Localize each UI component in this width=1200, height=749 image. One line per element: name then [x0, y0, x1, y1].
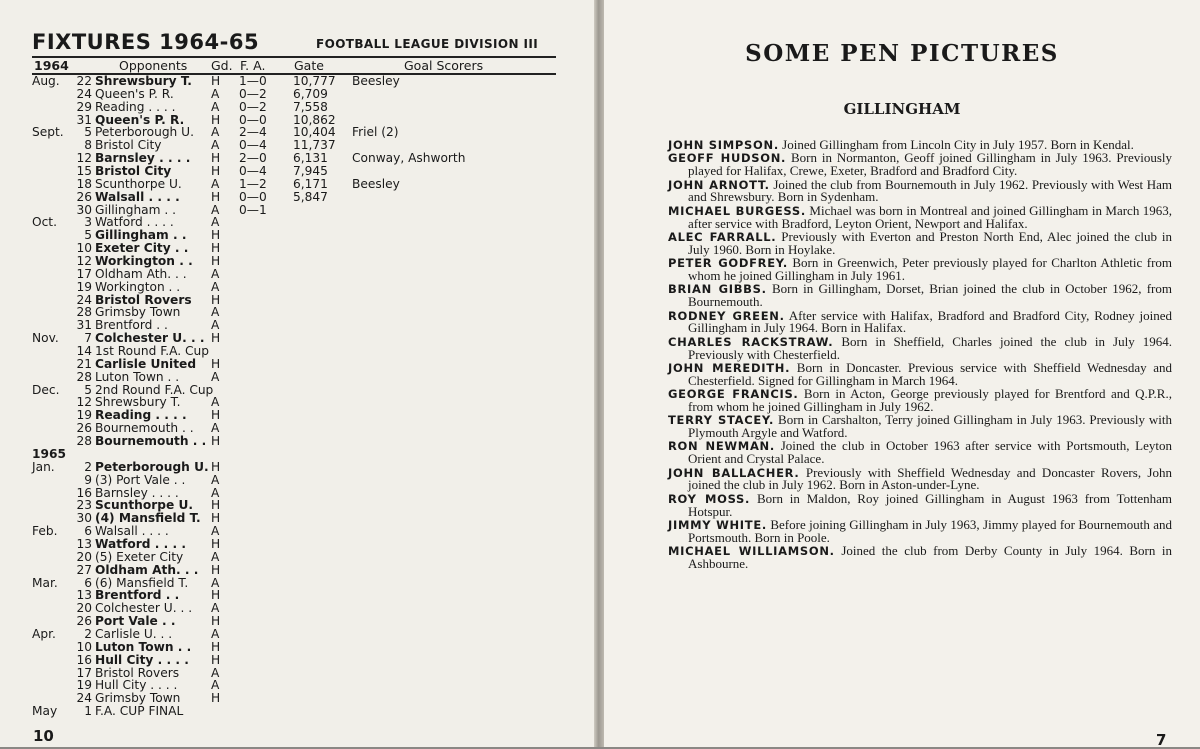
fixture-row [0, 268, 594, 281]
fixture-ground: H [211, 562, 221, 577]
fixture-day: 18 [76, 176, 92, 191]
fixture-opponent: Oldham Ath. . . [95, 266, 187, 281]
fixture-day: 9 [84, 472, 92, 487]
player-bio-text: Born in Doncaster. Previous service with Sheffield Wednesday and Chesterfield. Signed for Gillingham in March 1964. [688, 359, 1173, 388]
fixture-day: 30 [76, 202, 92, 217]
fixture-month: Aug. [32, 74, 60, 88]
fixture-row [0, 165, 594, 178]
fixture-row [0, 628, 594, 641]
player-name: ROY MOSS. [668, 491, 751, 506]
fixture-gate: 10,777 [293, 74, 336, 88]
player-bio-text: Previously with Sheffield Wednesday and Doncaster Rovers, John joined the club in July 1962. Born in Aston-under-Lyne. [688, 464, 1172, 493]
fixture-day: 14 [76, 344, 92, 359]
fixture-ground: A [211, 626, 220, 641]
fixture-ground: A [211, 524, 220, 539]
fixture-gate: 6,131 [293, 151, 328, 166]
fixture-opponent: Bournemouth . . [95, 421, 194, 436]
fixture-ground: H [211, 691, 221, 706]
fixture-gate: 11,737 [293, 138, 336, 153]
fixture-opponent: Luton Town . . [95, 369, 180, 384]
fixture-opponent: Colchester U. . . [95, 331, 205, 346]
fixture-row [0, 461, 594, 474]
fixture-row [0, 191, 594, 204]
player-bio-text: Born in Greenwich, Peter previously played for Charlton Athletic from whom he joined Gillingham in July 1961. [688, 255, 1173, 283]
fixture-opponent: Watford . . . . [95, 215, 174, 230]
fixture-ground: A [211, 86, 220, 101]
fixture-opponent: Peterborough U. [95, 459, 209, 474]
player-name: ALEC FARRALL. [668, 229, 777, 244]
player-name: JIMMY WHITE. [668, 518, 767, 533]
fixture-opponent: Barnsley . . . . [95, 485, 179, 500]
fixture-opponent: Oldham Ath. . . [95, 562, 199, 577]
fixture-opponent: Workington . . [95, 254, 193, 269]
fixture-month: Jan. [32, 459, 55, 474]
fixture-opponent: Queen's P. R. [95, 86, 174, 101]
player-bio [668, 359, 1173, 388]
fixture-opponent: Hull City . . . . [95, 678, 178, 693]
fixture-scorers: Friel (2) [352, 125, 399, 140]
pen-pictures-title: SOME PEN PICTURES [745, 40, 1059, 67]
fixture-day: 17 [76, 665, 92, 680]
fixture-row [0, 474, 594, 487]
fixture-day: 31 [76, 318, 92, 333]
fixture-day: 24 [76, 86, 92, 101]
player-bio-text: Joined the club from Derby County in July 1964. Born in Ashbourne. [688, 543, 1173, 571]
player-bio [668, 414, 1172, 440]
fixture-day: 19 [76, 408, 92, 423]
fixture-opponent: Bristol City [95, 138, 162, 153]
player-bio [668, 490, 1172, 519]
fixture-ground: A [211, 125, 220, 140]
fixture-day: 17 [76, 266, 92, 281]
fixture-month: Dec. [32, 382, 60, 397]
fixture-ground: H [211, 459, 221, 474]
fixture-opponent: Bristol Rovers [95, 292, 192, 307]
fixture-opponent: (5) Exeter City [95, 549, 184, 564]
fixture-day: 12 [76, 395, 92, 410]
fixture-score: 1—0 [239, 74, 267, 88]
header-opponents: Opponents [119, 58, 188, 73]
book-gutter [594, 0, 604, 747]
fixture-gate: 5,847 [293, 189, 328, 204]
fixture-month: May [32, 704, 58, 719]
fixture-month: Feb. [32, 524, 58, 539]
fixture-ground: H [211, 434, 221, 449]
fixture-opponent: Gillingham . . [95, 228, 187, 243]
fixture-day: 23 [76, 498, 92, 513]
fixture-day: 10 [76, 241, 92, 256]
fixture-score: 0—1 [239, 202, 267, 217]
player-bio [668, 228, 1173, 257]
fixture-score: 0—0 [239, 189, 267, 204]
player-bio-text: Born in Normanton, Geoff joined Gillingham in July 1963. Previously played for Halifax, Crewe, Exeter, Bradford and Bradford City. [688, 150, 1172, 179]
fixture-opponent: Hull City . . . . [95, 652, 189, 667]
player-bio-text: After service with Halifax, Bradford and Bradford City, Rodney joined Gillingham in July 1964. Born in Halifax. [688, 307, 1172, 336]
fixture-scorers: Beesley [352, 74, 400, 88]
fixture-day: 5 [84, 382, 92, 397]
player-name: JOHN ARNOTT. [668, 177, 770, 192]
fixture-row [0, 75, 594, 88]
fixture-row [0, 255, 594, 268]
fixture-day: 6 [84, 575, 92, 590]
fixture-gate: 10,404 [293, 125, 336, 140]
fixture-day: 2 [84, 459, 92, 474]
fixture-day: 22 [76, 74, 92, 88]
fixture-score: 2—4 [239, 125, 267, 140]
player-name: MICHAEL WILLIAMSON. [668, 544, 835, 559]
player-bio [668, 388, 1172, 414]
fixture-day: 29 [76, 99, 92, 114]
fixture-day: 6 [84, 524, 92, 539]
fixture-day: 28 [76, 369, 92, 384]
fixture-day: 5 [84, 125, 92, 140]
fixture-ground: H [211, 511, 221, 526]
fixture-day: 26 [76, 614, 92, 629]
fixture-day: 3 [84, 215, 92, 230]
fixture-row [0, 641, 594, 654]
player-name: TERRY STACEY. [668, 413, 775, 428]
fixture-opponent: Bournemouth . . [95, 434, 207, 449]
pen-pictures-page [604, 0, 1200, 747]
fixture-opponent: (3) Port Vale . . [95, 472, 186, 487]
fixture-ground: A [211, 485, 220, 500]
fixture-row [0, 371, 594, 384]
fixture-ground: A [211, 318, 220, 333]
fixture-day: 27 [76, 562, 92, 577]
fixture-day: 26 [76, 189, 92, 204]
fixture-opponent: Shrewsbury T. [95, 395, 181, 410]
fixture-ground: H [211, 164, 221, 179]
fixture-ground: A [211, 575, 220, 590]
player-name: CHARLES RACKSTRAW. [668, 334, 834, 349]
fixture-gate: 10,862 [293, 112, 336, 127]
player-name: GEOFF HUDSON. [668, 151, 787, 166]
fixture-gate: 6,709 [293, 86, 328, 101]
fixture-row [0, 564, 594, 577]
fixture-ground: A [211, 395, 220, 410]
fixture-scorers: Conway, Ashworth [352, 151, 466, 166]
fixture-opponent: Bristol City [95, 164, 172, 179]
fixture-row [0, 705, 594, 718]
fixture-row [0, 281, 594, 294]
header-for-against: F. A. [240, 58, 266, 73]
fixture-day: 28 [76, 305, 92, 320]
player-name: RON NEWMAN. [668, 439, 775, 454]
fixture-month: Mar. [32, 575, 58, 590]
fixture-opponent: Scunthorpe U. [95, 176, 182, 191]
fixture-ground: A [211, 279, 220, 294]
fixture-ground: H [211, 356, 221, 371]
fixture-score: 0—2 [239, 99, 267, 114]
fixture-opponent: Workington . . [95, 279, 181, 294]
fixture-score: 1—2 [239, 176, 267, 191]
fixture-ground: A [211, 369, 220, 384]
fixture-opponent: Peterborough U. [95, 125, 194, 140]
fixture-month: Sept. [32, 125, 64, 140]
fixture-day: 8 [84, 138, 92, 153]
fixture-row [0, 358, 594, 371]
fixture-opponent: Exeter City . . [95, 241, 189, 256]
fixture-day: 13 [76, 536, 92, 551]
fixture-opponent: 2nd Round F.A. Cup [95, 382, 214, 397]
division-subtitle: FOOTBALL LEAGUE DIVISION III [316, 37, 539, 51]
fixture-day: 2 [84, 626, 92, 641]
fixture-ground: A [211, 138, 220, 153]
fixture-day: 24 [76, 691, 92, 706]
fixture-day: 20 [76, 549, 92, 564]
fixture-row [0, 654, 594, 667]
fixture-day: 19 [76, 279, 92, 294]
fixture-ground: A [211, 305, 220, 320]
fixture-score: 0—4 [239, 138, 267, 153]
fixture-day: 30 [76, 511, 92, 526]
fixture-opponent: Colchester U. . . [95, 601, 193, 616]
fixture-ground: A [211, 665, 220, 680]
fixture-ground: H [211, 241, 221, 256]
fixture-ground: H [211, 498, 221, 513]
fixture-day: 19 [76, 678, 92, 693]
fixture-month: Oct. [32, 215, 57, 230]
fixture-ground: H [211, 189, 221, 204]
fixture-opponent: Bristol Rovers [95, 665, 180, 680]
header-gate: Gate [294, 58, 324, 73]
fixture-opponent: Carlisle U. . . [95, 626, 173, 641]
fixture-opponent: (4) Mansfield T. [95, 511, 201, 526]
fixture-opponent: Shrewsbury T. [95, 74, 192, 88]
fixture-month: 1965 [32, 446, 66, 461]
fixture-ground: A [211, 678, 220, 693]
fixture-ground: A [211, 266, 220, 281]
fixture-ground: H [211, 639, 221, 654]
fixture-gate: 7,945 [293, 164, 328, 179]
fixture-opponent: Reading . . . . [95, 99, 176, 114]
fixture-row [0, 178, 594, 191]
fixture-day: 1 [84, 704, 92, 719]
fixture-opponent: Brentford . . [95, 588, 180, 603]
fixture-opponent: Grimsby Town [95, 305, 181, 320]
fixture-ground: H [211, 588, 221, 603]
player-bio-text: Before joining Gillingham in July 1963, Jimmy played for Bournemouth and Portsmouth. Born in Poole. [688, 517, 1172, 545]
fixture-ground: A [211, 99, 220, 114]
player-bio [668, 176, 1173, 205]
fixture-opponent: Gillingham . . [95, 202, 177, 217]
fixture-ground: H [211, 254, 221, 269]
player-bio-text: Michael was born in Montreal and joined Gillingham in March 1963, after service with Bradford, Leyton Orient, Newport and Halifax. [688, 202, 1173, 231]
player-name: PETER GODFREY. [668, 256, 788, 271]
fixture-opponent: Walsall . . . . [95, 189, 180, 204]
right-page-number: 7 [1156, 731, 1167, 749]
fixtures-page [0, 0, 594, 747]
player-bio [668, 307, 1172, 336]
fixture-row [0, 525, 594, 538]
player-bio [668, 283, 1172, 309]
player-name: JOHN SIMPSON. [668, 138, 779, 152]
fixture-ground: H [211, 292, 221, 307]
player-bio-text: Born in Acton, George previously played for Brentford and Q.P.R., from whom he joined Gillingham in July 1962. [688, 386, 1172, 414]
fixture-score: 2—0 [239, 151, 267, 166]
player-bio-text: Born in Carshalton, Terry joined Gillingham in July 1963. Previously with Plymouth Argyle and Watford. [688, 412, 1173, 441]
fixture-row [0, 551, 594, 564]
fixture-ground: A [211, 421, 220, 436]
player-bio-text: Joined the club in October 1963 after service with Portsmouth, Leyton Orient and Crystal Palace. [688, 438, 1173, 467]
player-bio [668, 333, 1173, 362]
club-subtitle: GILLINGHAM [843, 100, 961, 118]
fixture-day: 16 [76, 652, 92, 667]
fixture-opponent: 1st Round F.A. Cup [95, 344, 209, 359]
player-name: GEORGE FRANCIS. [668, 387, 799, 402]
player-name: RODNEY GREEN. [668, 308, 785, 323]
fixture-ground: H [211, 331, 221, 346]
left-page-number: 10 [33, 727, 54, 745]
fixture-ground: H [211, 74, 221, 88]
fixture-month: Apr. [32, 626, 56, 641]
player-name: JOHN BALLACHER. [668, 465, 800, 480]
fixture-day: 31 [76, 112, 92, 127]
fixture-ground: H [211, 228, 221, 243]
fixture-day: 7 [84, 331, 92, 346]
fixture-scorers: Beesley [352, 176, 400, 191]
fixture-row [0, 101, 594, 114]
header-ground: Gd. [211, 58, 233, 73]
fixture-month: Nov. [32, 331, 59, 346]
fixture-opponent: Reading . . . . [95, 408, 187, 423]
fixture-ground: A [211, 202, 220, 217]
fixture-day: 16 [76, 485, 92, 500]
fixtures-table [0, 75, 594, 718]
fixture-day: 24 [76, 292, 92, 307]
player-bio-text: Joined Gillingham from Lincoln City in July 1957. Born in Kendal. [782, 137, 1134, 152]
player-name: BRIAN GIBBS. [668, 282, 767, 297]
player-bios [668, 139, 1172, 571]
fixture-day: 10 [76, 639, 92, 654]
fixture-ground: A [211, 215, 220, 230]
player-bio-text: Born in Sheffield, Charles joined the club in July 1964. Previously with Chesterfield. [688, 333, 1173, 362]
fixture-gate: 7,558 [293, 99, 328, 114]
fixture-opponent: F.A. CUP FINAL [95, 704, 184, 719]
fixture-day: 20 [76, 601, 92, 616]
fixture-opponent: Port Vale . . [95, 614, 176, 629]
fixture-row [0, 538, 594, 551]
fixture-gate: 6,171 [293, 176, 328, 191]
player-bio [668, 152, 1172, 178]
player-bio [668, 464, 1172, 493]
fixture-day: 12 [76, 254, 92, 269]
fixture-score: 0—4 [239, 164, 267, 179]
player-bio-text: Previously with Everton and Preston North End, Alec joined the club in July 1960. Born in Hoylake. [688, 228, 1173, 257]
fixture-day: 5 [84, 228, 92, 243]
fixture-day: 28 [76, 434, 92, 449]
fixture-day: 26 [76, 421, 92, 436]
fixture-day: 15 [76, 164, 92, 179]
fixture-row [0, 345, 594, 358]
fixture-opponent: Scunthorpe U. [95, 498, 193, 513]
player-bio [668, 202, 1173, 231]
player-bio-text: Joined the club from Bournemouth in July 1962. Previously with West Ham and Shrewsbury. Born in Sydenham. [688, 176, 1173, 205]
fixture-day: 21 [76, 356, 92, 371]
fixture-opponent: Barnsley . . . . [95, 151, 191, 166]
fixture-score: 0—0 [239, 112, 267, 127]
fixture-ground: A [211, 472, 220, 487]
fixture-ground: H [211, 652, 221, 667]
player-bio [668, 545, 1172, 571]
fixture-row [0, 448, 594, 461]
fixture-opponent: Grimsby Town [95, 691, 181, 706]
fixture-ground: H [211, 112, 221, 127]
player-bio-text: Born in Maldon, Roy joined Gillingham in August 1963 from Tottenham Hotspur. [688, 490, 1172, 519]
fixtures-title: FIXTURES 1964-65 [32, 30, 260, 54]
player-bio [668, 519, 1172, 545]
fixture-ground: H [211, 536, 221, 551]
fixture-row [0, 88, 594, 101]
fixture-opponent: Watford . . . . [95, 536, 186, 551]
player-name: MICHAEL BURGESS. [668, 203, 806, 218]
fixture-day: 12 [76, 151, 92, 166]
fixture-ground: H [211, 614, 221, 629]
fixture-opponent: Carlisle United [95, 356, 197, 371]
fixture-row [0, 435, 594, 448]
header-year: 1964 [34, 58, 69, 73]
fixture-opponent: Walsall . . . . [95, 524, 169, 539]
player-bio [668, 257, 1172, 283]
fixture-ground: A [211, 601, 220, 616]
fixture-opponent: (6) Mansfield T. [95, 575, 189, 590]
player-bio [668, 440, 1172, 466]
fixture-opponent: Luton Town . . [95, 639, 192, 654]
fixture-ground: H [211, 408, 221, 423]
fixture-ground: A [211, 549, 220, 564]
fixture-ground: H [211, 151, 221, 166]
fixture-opponent: Queen's P. R. [95, 112, 185, 127]
header-goal-scorers: Goal Scorers [404, 58, 484, 73]
player-bio-text: Born in Gillingham, Dorset, Brian joined the club in October 1962, from Bournemouth. [688, 281, 1172, 310]
fixture-score: 0—2 [239, 86, 267, 101]
fixture-day: 13 [76, 588, 92, 603]
fixture-opponent: Brentford . . [95, 318, 168, 333]
player-name: JOHN MEREDITH. [668, 360, 791, 375]
fixture-ground: A [211, 176, 220, 191]
